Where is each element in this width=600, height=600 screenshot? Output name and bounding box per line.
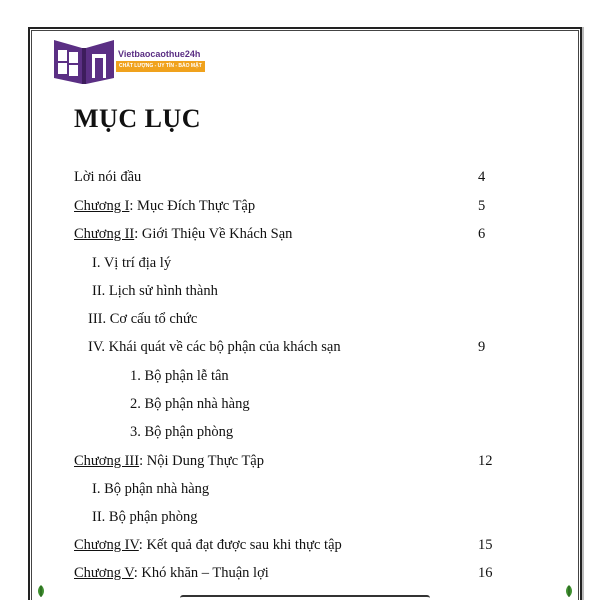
toc-entry-text: : Nội Dung Thực Tập [139, 453, 264, 469]
toc-entry [0, 562, 600, 584]
toc-entry [0, 308, 600, 330]
toc-chapter-label: Chương V [74, 565, 134, 581]
toc-entry-text: Lời nói đầu [74, 169, 142, 185]
toc-entry [0, 478, 600, 500]
logo [52, 34, 212, 86]
leaf-ornament-icon [36, 584, 46, 598]
toc-entry-page: 15 [478, 537, 493, 553]
leaf-ornament-icon [564, 584, 574, 598]
toc-entry-page: 5 [478, 198, 486, 214]
logo-tagline: CHẤT LƯỢNG - UY TÍN - BẢO MẬT [116, 61, 205, 72]
toc-entry [0, 223, 600, 245]
toc-entry-page: 9 [478, 339, 486, 355]
toc-entry [0, 280, 600, 302]
logo-book-icon [52, 34, 116, 86]
toc-entry [0, 166, 600, 188]
logo-name: Vietbaocaothue24h [118, 49, 201, 59]
toc-entry-text: : Giới Thiệu Về Khách Sạn [134, 226, 293, 242]
toc-entry-text: 1. Bộ phận lễ tân [130, 368, 229, 384]
toc-entry [0, 534, 600, 556]
toc-entry-text: IV. Khái quát về các bộ phận của khách sạn [88, 339, 341, 355]
toc-entry [0, 252, 600, 274]
toc-entry [0, 336, 600, 358]
toc-entry [0, 393, 600, 415]
toc-entry-text: : Khó khăn – Thuận lợi [133, 565, 269, 581]
toc-chapter-label: Chương III [74, 453, 140, 469]
toc-entry-page: 4 [478, 169, 486, 185]
toc-entry-text: 3. Bộ phận phòng [130, 424, 234, 440]
toc-entry-text: III. Cơ cấu tổ chức [88, 311, 198, 327]
page-title: MỤC LỤC [74, 104, 201, 133]
toc-entry-text: 2. Bộ phận nhà hàng [130, 396, 250, 412]
toc-chapter-label: Chương IV [74, 537, 139, 553]
toc-entry-text: : Mục Đích Thực Tập [129, 198, 256, 214]
toc-entry [0, 195, 600, 217]
toc-entry-text: II. Lịch sử hình thành [92, 283, 218, 299]
toc-entry [0, 506, 600, 528]
toc-entry-page: 16 [478, 565, 493, 581]
toc-entry [0, 421, 600, 443]
toc-entry-text: I. Bộ phận nhà hàng [92, 481, 210, 497]
bottom-ornament [180, 595, 430, 600]
toc-entry [0, 450, 600, 472]
toc-entry-page: 12 [478, 453, 493, 469]
toc-chapter-label: Chương II [74, 226, 135, 242]
toc-entry-text: I. Vị trí địa lý [92, 255, 172, 271]
toc-entry-text: II. Bộ phận phòng [92, 509, 198, 525]
toc-entry-text: : Kết quả đạt được sau khi thực tập [138, 537, 342, 553]
toc-chapter-label: Chương I [74, 198, 130, 214]
toc-entry [0, 365, 600, 387]
toc-entry-page: 6 [478, 226, 486, 242]
